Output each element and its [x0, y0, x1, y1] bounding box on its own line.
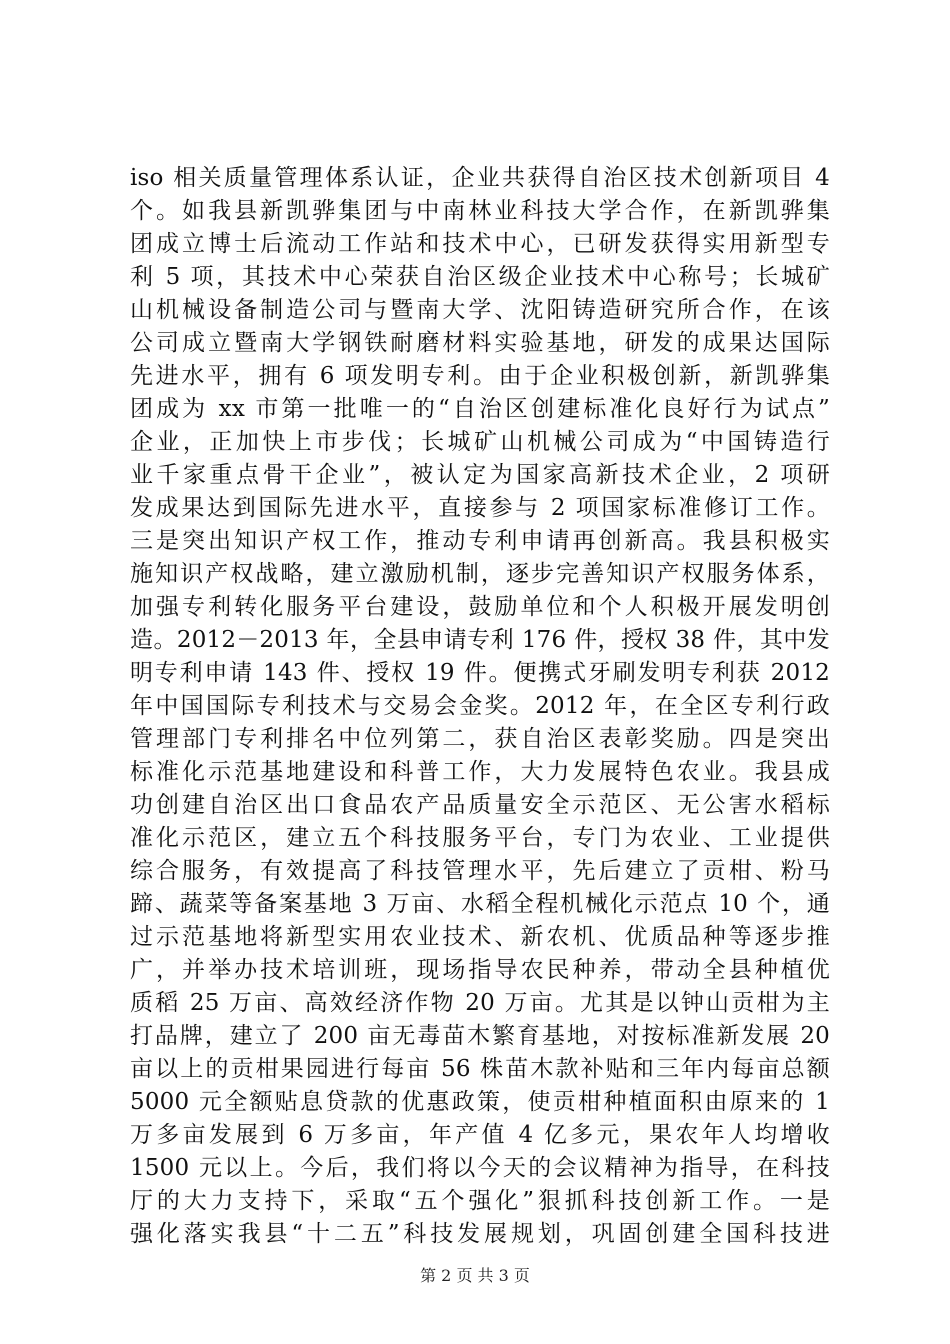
- text-line: 万多亩发展到 6 万多亩，年产值 4 亿多元，果农年人均增收: [130, 1122, 830, 1148]
- text-line: 利 5 项，其技术中心荣获自治区级企业技术中心称号；长城矿: [130, 264, 830, 290]
- text-line: 标准化示范基地建设和科普工作，大力发展特色农业。我县成: [130, 759, 830, 785]
- text-line: 个。如我县新凯骅集团与中南林业科技大学合作，在新凯骅集: [130, 198, 830, 224]
- text-line: 准化示范区，建立五个科技服务平台，专门为农业、工业提供: [130, 825, 830, 851]
- page-number: 第 2 页 共 3 页: [420, 1266, 530, 1285]
- text-line: 业千家重点骨干企业”，被认定为国家高新技术企业，2 项研: [130, 462, 830, 488]
- text-line: 企业，正加快上市步伐；长城矿山机械公司成为“中国铸造行: [130, 429, 830, 455]
- text-line: 团成为 xx 市第一批唯一的“自治区创建标准化良好行为试点”: [130, 396, 830, 422]
- text-line: 广，并举办技术培训班，现场指导农民种养，带动全县种植优: [130, 957, 830, 983]
- page-footer: [0, 1266, 950, 1286]
- text-line: 质稻 25 万亩、高效经济作物 20 万亩。尤其是以钟山贡柑为主: [130, 990, 830, 1016]
- body-text: [130, 162, 830, 1251]
- text-line: 山机械设备制造公司与暨南大学、沈阳铸造研究所合作，在该: [130, 297, 830, 323]
- text-line: 综合服务，有效提高了科技管理水平，先后建立了贡柑、粉马: [130, 858, 830, 884]
- text-line: 亩以上的贡柑果园进行每亩 56 株苗木款补贴和三年内每亩总额: [130, 1056, 830, 1082]
- text-line: 先进水平，拥有 6 项发明专利。由于企业积极创新，新凯骅集: [130, 363, 830, 389]
- text-line: 发成果达到国际先进水平，直接参与 2 项国家标准修订工作。: [130, 495, 830, 521]
- text-line: 打品牌，建立了 200 亩无毒苗木繁育基地，对按标准新发展 20: [130, 1023, 830, 1049]
- text-line: 三是突出知识产权工作，推动专利申请再创新高。我县积极实: [130, 528, 830, 554]
- text-line: 明专利申请 143 件、授权 19 件。便携式牙刷发明专利获 2012: [130, 660, 830, 686]
- text-line: 5000 元全额贴息贷款的优惠政策，使贡柑种植面积由原来的 1: [130, 1089, 830, 1115]
- text-line: 管理部门专利排名中位列第二，获自治区表彰奖励。四是突出: [130, 726, 830, 752]
- text-line: 过示范基地将新型实用农业技术、新农机、优质品种等逐步推: [130, 924, 830, 950]
- text-line: 造。2012－2013 年，全县申请专利 176 件，授权 38 件，其中发: [130, 627, 830, 653]
- text-line: 功创建自治区出口食品农产品质量安全示范区、无公害水稻标: [130, 792, 830, 818]
- text-line: 公司成立暨南大学钢铁耐磨材料实验基地，研发的成果达国际: [130, 330, 830, 356]
- text-line: 1500 元以上。今后，我们将以今天的会议精神为指导，在科技: [130, 1155, 830, 1181]
- text-line: 蹄、蔬菜等备案基地 3 万亩、水稻全程机械化示范点 10 个，通: [130, 891, 830, 917]
- text-line: 施知识产权战略，建立激励机制，逐步完善知识产权服务体系，: [130, 561, 830, 587]
- text-line: iso 相关质量管理体系认证，企业共获得自治区技术创新项目 4: [130, 165, 830, 191]
- text-line: 厅的大力支持下，采取“五个强化”狠抓科技创新工作。一是: [130, 1188, 830, 1214]
- text-line: 加强专利转化服务平台建设，鼓励单位和个人积极开展发明创: [130, 594, 830, 620]
- text-line: 团成立博士后流动工作站和技术中心，已研发获得实用新型专: [130, 231, 830, 257]
- text-line: 年中国国际专利技术与交易会金奖。2012 年，在全区专利行政: [130, 693, 830, 719]
- text-line: 强化落实我县“十二五”科技发展规划，巩固创建全国科技进: [130, 1221, 830, 1247]
